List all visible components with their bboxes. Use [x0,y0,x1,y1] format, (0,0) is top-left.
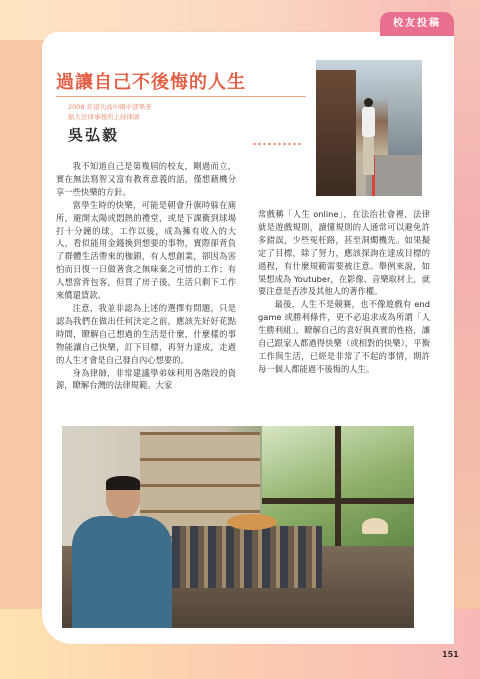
author-bio-line: 2008 年建功高中國中部畢業 [68,103,152,111]
person-body [72,516,172,628]
person-legs [363,137,374,175]
decorative-dots [252,142,302,146]
author-bio [68,102,152,122]
person-standing [360,98,376,180]
body-column-left [56,160,236,392]
section-tab: 校友投稿 [380,12,454,36]
page-number: 151 [442,650,459,659]
title-divider [56,96,306,97]
paragraph: 常戲稱「人生 online」，在法治社會裡，法律就是遊戲規則，讀懂規則的人通常可以避免許多錯誤，少些冤枉路，甚至洞燭機先。如果擬定了目標，除了努力，應該探詢在達成目標的過程，有什麼規範需要被注意。舉例來說，如果想成為 Youtuber，在影像、音樂取材上，就要注意是否涉及其他人的著作權。 [258,209,430,297]
paragraph: 最後，人生不是競賽，也不像遊戲有 end game 或勝利條件，更不必追求成為所謂「人生勝利組」，瞭解自己的喜好與真實的性格，讓自己跟家人都過得快樂（或相對的快樂），平衡工作與生活，已經是非常了不起的事情，期許每一個人都能過不後悔的人生。 [258,299,430,374]
author-bio-line: 銘大法律事務所主持律師 [68,113,140,121]
paragraph: 我不知道自己是第幾屆的校友，剛過而立，實在無法寫智又富有教育意義的話，僅想藉機分享一些快樂的方針。 [56,161,236,197]
right-band [450,0,480,679]
person-torso [362,107,375,137]
storefront [316,70,356,196]
person-head [364,98,373,107]
person-reading [72,476,172,628]
cat [227,514,277,530]
tablecloth [172,526,322,588]
street-photo [316,60,422,196]
reading-photo [62,426,414,628]
paragraph: 身為律師，非常建議學弟妹利用各階段的資源，瞭解台灣的法律規範。大家 [56,367,236,391]
paragraph: 當學生時的快樂，可能是朝會升旗時躲在廁所，避開太陽或悶熱的禮堂，或是下課衝到球場打十分鐘的球。工作以後，成為擁有收入的大人，看似能用金錢換到想要的事物，實際卻背負了群體生活帶來的枷鎖，有人想創業，卻因為害怕而日復一日做著食之無味棄之可惜的工作；有人想當背包客，但買了房子後，生活只剩下工作來償還貸款。 [56,199,236,301]
body-column-right [258,208,430,376]
author-name: 吳弘毅 [68,126,120,144]
article-title: 過讓自己不後悔的人生 [56,72,246,93]
section-tab-rule [380,34,454,36]
person-hair [106,476,140,490]
buildings [388,80,422,155]
paragraph: 注意，我並非認為上述的選擇有問題，只是認為我們在做出任何決定之前，應該先好好花點時間，瞭解自己想過的生活是什麼，什麼樣的事物能讓自己快樂，訂下目標，再努力達成，走過的人生才會是自己發自內心想要的。 [56,302,236,365]
lamp [362,518,388,534]
